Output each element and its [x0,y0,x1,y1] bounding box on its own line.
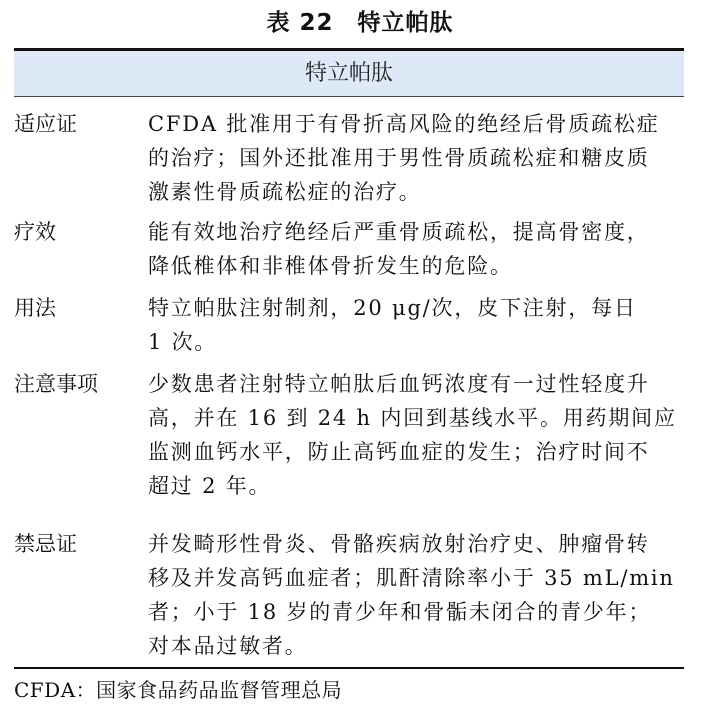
line: 并发畸形性骨炎、骨骼疾病放射治疗史、肿瘤骨转 [148,532,650,556]
line: 1 次。 [148,330,218,354]
row-label: 疗效 [14,220,56,244]
footnote: CFDA：国家食品药品监督管理总局 [14,678,343,702]
line: 者；小于 18 岁的青少年和骨骺未闭合的青少年； [148,600,652,624]
row-label: 用法 [14,296,56,320]
line: 超过 2 年。 [148,474,272,498]
line: 移及并发高钙血症者；肌酐清除率小于 35 mL/min [148,566,675,590]
row-content [148,291,637,359]
line: 高，并在 16 到 24 h 内回到基线水平。用药期间应 [148,406,677,430]
line: 激素性骨质疏松症的治疗。 [148,180,422,204]
line: 监测血钙水平，防止高钙血症的发生；治疗时间不 [148,440,650,464]
line: 的治疗；国外还批准用于男性骨质疏松症和糖皮质 [148,146,650,170]
row-label: 注意事项 [14,372,98,396]
bottom-rule [14,667,684,669]
table-number: 表 22 [266,10,334,36]
row-content [148,215,650,283]
line: 特立帕肽注射制剂，20 μg/次，皮下注射，每日 [148,296,637,320]
table-title [0,4,720,37]
line: 降低椎体和非椎体骨折发生的危险。 [148,254,513,278]
row-content [148,107,660,209]
line: 对本品过敏者。 [148,634,308,658]
line: 少数患者注射特立帕肽后血钙浓度有一过性轻度升 [148,372,650,396]
row-label: 适应证 [14,112,77,136]
row-label: 禁忌证 [14,532,77,556]
row-content [148,367,677,503]
line: 能有效地治疗绝经后严重骨质疏松，提高骨密度， [148,220,650,244]
table-name: 特立帕肽 [357,10,454,36]
line: CFDA 批准用于有骨折高风险的绝经后骨质疏松症 [148,112,660,136]
row-content [148,527,675,663]
table-header: 特立帕肽 [14,51,684,97]
